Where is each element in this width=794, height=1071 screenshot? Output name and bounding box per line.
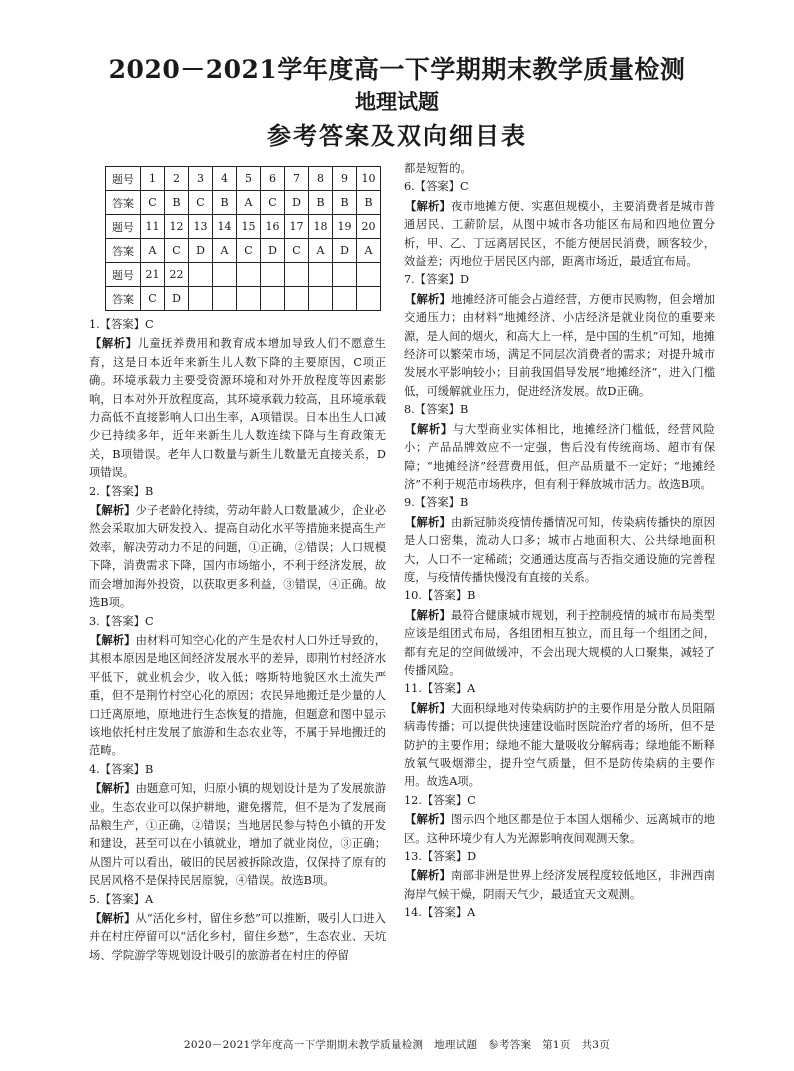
answer-table-row	[106, 287, 381, 311]
question-answer-label: 1.【答案】C	[89, 318, 154, 331]
question-answer-label: 7.【答案】D	[404, 273, 470, 287]
answer-table-cell	[309, 287, 333, 311]
answer-table-cell	[309, 263, 333, 287]
question-explanation	[404, 290, 715, 401]
question-answer-label: 4.【答案】B	[89, 762, 154, 776]
answer-table-cell: 11	[141, 215, 165, 239]
answer-table-cell: C	[261, 191, 285, 215]
explanation-tag: 【解析】	[405, 291, 451, 306]
explanation-text: 大面积绿地对传染病防护的主要作用是分散人员阻隔病毒传播；可以提供快速建设临时医院治疗者的场所，但不是防护的主要作用；绿地不能大量吸收分解病毒；绿地能不断释放氧气吸烟滞尘，提升空气质量，但不是防传染病的主要作用。故选A项。	[404, 701, 715, 789]
answer-table-cell: A	[357, 239, 381, 263]
answer-table-cell: D	[261, 239, 285, 263]
answer-table-cell: A	[213, 239, 237, 263]
question-explanation	[404, 197, 715, 272]
answer-table-cell	[213, 263, 237, 287]
explanation-text: 夜市地摊方便、实惠但规模小，主要消费者是城市普通居民、工薪阶层，从图中城市各功能区布局和四地位置分析，甲、乙、丁远离居民区，不能方便居民消费，顾客较少，效益差；丙地位于居民区内部，距离市场近，最适宜布局。	[404, 199, 715, 269]
answer-table-header-cell: 答案	[106, 287, 141, 311]
question-answer-label: 13.【答案】D	[404, 850, 477, 864]
question-explanation	[404, 699, 715, 792]
explanation-tag: 【解析】	[405, 607, 451, 622]
explanation-tag: 【解析】	[90, 336, 138, 351]
question-answer-label: 3.【答案】C	[89, 614, 154, 628]
answer-table-cell: 21	[141, 263, 165, 287]
answer-table-cell: A	[309, 239, 333, 263]
answer-table-cell: 14	[213, 215, 237, 239]
explanation-text: 由新冠肺炎疫情传播情况可知，传染病传播快的原因是人口密集，流动人口多；城市占地面积大、公共绿地面积大，人口不一定稀疏；交通通达度高与否指交通设施的完善程度，与疫情传播快慢没有直接的关系。	[404, 515, 715, 584]
answer-table-cell: 17	[285, 215, 309, 239]
question-explanation	[404, 606, 715, 681]
answer-table-cell: 15	[237, 215, 261, 239]
explanation-tag: 【解析】	[90, 781, 136, 796]
explanation-tag: 【解析】	[405, 421, 453, 436]
question-explanation	[89, 501, 386, 612]
answer-table-cell: 16	[261, 215, 285, 239]
question-explanation	[404, 513, 715, 588]
answer-table-header-cell: 题号	[106, 167, 141, 191]
question-explanation	[404, 866, 715, 904]
answer-table-cell: 10	[357, 167, 381, 191]
page-footer: 2020－2021学年度高一下学期期末教学质量检测 地理试题 参考答案 第1页 共3页	[183, 1039, 611, 1051]
explanation-text: 图示四个地区都是位于本国人烟稀少、远离城市的地区。这种环境少有人为光源影响夜间观测天象。	[404, 813, 715, 845]
explanation-tag: 【解析】	[405, 198, 451, 213]
answer-table-cell: B	[333, 191, 357, 215]
question-answer-label: 6.【答案】C	[404, 180, 469, 194]
answer-table-cell	[285, 263, 309, 287]
answer-table-cell: A	[237, 191, 261, 215]
explanation-tag: 【解析】	[90, 503, 136, 518]
answer-table-cell: 1	[141, 167, 165, 191]
answer-table-cell	[333, 263, 357, 287]
answer-table-cell	[357, 263, 381, 287]
answer-table-cell: 9	[333, 167, 357, 191]
answer-table-cell	[237, 287, 261, 311]
answer-table-header-cell: 答案	[106, 239, 141, 263]
answer-table-cell: 6	[261, 167, 285, 191]
question-answer-label: 12.【答案】C	[404, 793, 476, 807]
explanation-text: 少子老龄化持续，劳动年龄人口数量减少，企业必然会采取加大研发投入、提高自动化水平等措施来提高生产效率，解决劳动力不足的问题，①正确，②错误；人口规模下降，消费需求下降，国内市场缩小，不利于经济发展，故而会增加海外投资，以获取更多利益，③错误，④正确。故选B项。	[89, 504, 386, 610]
answer-table-cell: 19	[333, 215, 357, 239]
answer-table-cell: D	[333, 239, 357, 263]
question-answer-label: 10.【答案】B	[404, 589, 476, 603]
answer-table-cell: 22	[165, 263, 189, 287]
answer-table-cell: C	[141, 191, 165, 215]
answer-table-cell: 20	[357, 215, 381, 239]
question-explanation	[89, 334, 386, 482]
explanation-text: 由材料可知空心化的产生是农村人口外迁导致的，其根本原因是地区间经济发展水平的差异，即荆竹村经济水平低下，就业机会少，收入低；喀斯特地貌区水土流失严重，但不是荆竹村空心化的原因；农民异地搬迁是少量的人口迁离原地，原地进行生态恢复的措施，但题意和图中显示该地依托村庄发展了旅游和生态农业等，不属于异地搬迁的范畴。	[89, 633, 386, 758]
question-answer-label: 9.【答案】B	[404, 496, 469, 510]
answer-table-cell: 5	[237, 167, 261, 191]
question-answer-label: 5.【答案】A	[89, 892, 154, 906]
answer-table-cell: C	[165, 239, 189, 263]
answer-table-cell: B	[309, 191, 333, 215]
answer-table-cell: A	[141, 239, 165, 263]
answer-table-cell	[285, 287, 309, 311]
explanation-text: 从“活化乡村，留住乡愁”可以推断，吸引人口进入并在村庄停留可以“活化乡村，留住乡愁”，生态农业、天坑场、学院游学等规划设计吸引的旅游者在村庄的停留	[89, 912, 386, 962]
question-explanation	[89, 779, 386, 890]
answer-table-cell: 2	[165, 167, 189, 191]
explanation-text: 儿童抚养费用和教育成本增加导致人们不愿意生育，这是日本近年来新生儿人数下降的主要原因，C项正确。环境承载力主要受资源环境和对外开放程度等因素影响，日本对外开放程度高，其环境承载力较高，且环境承载力高低不直接影响人口出生率，A项错误。日本出生人口减少已持续多年，近年来新生儿人数连续下降与生育政策无关，B项错误。老年人口数量与新生儿数量无直接关系，D项错误。	[89, 337, 386, 480]
answer-table-cell	[189, 263, 213, 287]
answer-table-cell	[357, 287, 381, 311]
answer-table-cell	[261, 263, 285, 287]
answer-table-cell: 4	[213, 167, 237, 191]
answer-table-cell: 8	[309, 167, 333, 191]
explanation-tag: 【解析】	[405, 868, 451, 883]
explanation-text: 地摊经济可能会占道经营，方便市民购物，但会增加交通压力；由材料“地摊经济、小店经济是就业岗位的重要来源，是人间的烟火，和高大上一样，是中国的生机”可知，地摊经济可以繁荣市场，满足不同层次消费者的需求；对提升城市发展水平影响较小；目前我国倡导发展“地摊经济”，进入门槛低，可缓解就业压力，促进经济发展。故D正确。	[404, 292, 715, 398]
answer-table-row	[106, 263, 381, 287]
question-explanation	[89, 909, 386, 965]
answer-table-cell	[261, 287, 285, 311]
answer-table-cell	[213, 287, 237, 311]
answer-table-cell: 7	[285, 167, 309, 191]
answer-table-cell: 18	[309, 215, 333, 239]
answer-table-cell: D	[189, 239, 213, 263]
answer-table-row	[106, 167, 381, 191]
explanation-text: 最符合健康城市规划，利于控制疫情的城市布局类型应该是组团式布局，各组团相互独立，而且每一个组团之间，都有充足的空间做缓冲，不会出现大规模的人口聚集，减轻了传播风险。	[404, 608, 715, 677]
answer-table-cell: D	[165, 287, 189, 311]
answer-table-header-cell: 题号	[106, 263, 141, 287]
answer-table-header-cell: 题号	[106, 215, 141, 239]
page-title: 2020－2021学年度高一下学期期末教学质量检测	[108, 55, 686, 84]
answer-table-cell: B	[165, 191, 189, 215]
explanation-tag: 【解析】	[90, 632, 136, 647]
question-answer-label: 8.【答案】B	[404, 403, 469, 417]
answer-table-header-cell: 答案	[106, 191, 141, 215]
answer-table-row	[106, 239, 381, 263]
subject-title: 地理试题	[355, 89, 439, 114]
answer-table-cell: C	[285, 239, 309, 263]
explanation-text: 由题意可知，归原小镇的规划设计是为了发展旅游业。生态农业可以保护耕地，避免撂荒，但不是为了发展商品粮生产，①正确，②错误；当地居民参与特色小镇的开发和建设，甚至可以在小镇就业，增加了就业岗位，③正确；从图片可以看出，破旧的民居被拆除改造，仅保持了原有的民居风格不是保持民居原貌，④错误。故选B项。	[89, 782, 386, 888]
answer-table-cell: 12	[165, 215, 189, 239]
answer-table-cell: C	[141, 287, 165, 311]
question-explanation	[404, 420, 715, 495]
answer-table-cell: B	[357, 191, 381, 215]
answer-table-row	[106, 215, 381, 239]
answer-table-cell: D	[285, 191, 309, 215]
subtitle: 参考答案及双向细目表	[267, 121, 527, 150]
question-answer-label: 2.【答案】B	[89, 484, 154, 498]
question-explanation	[89, 631, 386, 761]
explanation-text: 与大型商业实体相比，地摊经济门槛低，经营风险小；产品品牌效应不一定强，售后没有传统商场、超市有保障；“地摊经济”经营费用低，但产品质量不一定好；“地摊经济”不利于规范市场秩序，但有利于释放城市活力。故选B项。	[404, 422, 715, 491]
answer-table-cell	[189, 287, 213, 311]
answer-table-cell	[237, 263, 261, 287]
answer-table-cell: C	[237, 239, 261, 263]
question-answer-label: 11.【答案】A	[404, 682, 476, 696]
answer-table-cell: 13	[189, 215, 213, 239]
answer-table-cell: C	[189, 191, 213, 215]
explanation-tag: 【解析】	[405, 812, 451, 827]
answer-table-cell: 3	[189, 167, 213, 191]
answer-table-cell: B	[213, 191, 237, 215]
explanation-tag: 【解析】	[405, 514, 451, 529]
answer-table	[105, 166, 381, 311]
right-column	[404, 160, 715, 923]
answer-table-row	[106, 191, 381, 215]
question-answer-label: 14.【答案】A	[404, 906, 476, 920]
question-explanation	[404, 810, 715, 848]
left-column	[89, 316, 386, 965]
explanation-text: 南部非洲是世界上经济发展程度较低地区，非洲西南海岸气候干燥，阴雨天气少，最适宜天文观测。	[404, 869, 715, 901]
continuation-text: 都是短暂的。	[404, 162, 472, 175]
explanation-tag: 【解析】	[90, 911, 136, 925]
answer-table-cell	[333, 287, 357, 311]
explanation-tag: 【解析】	[405, 700, 451, 715]
